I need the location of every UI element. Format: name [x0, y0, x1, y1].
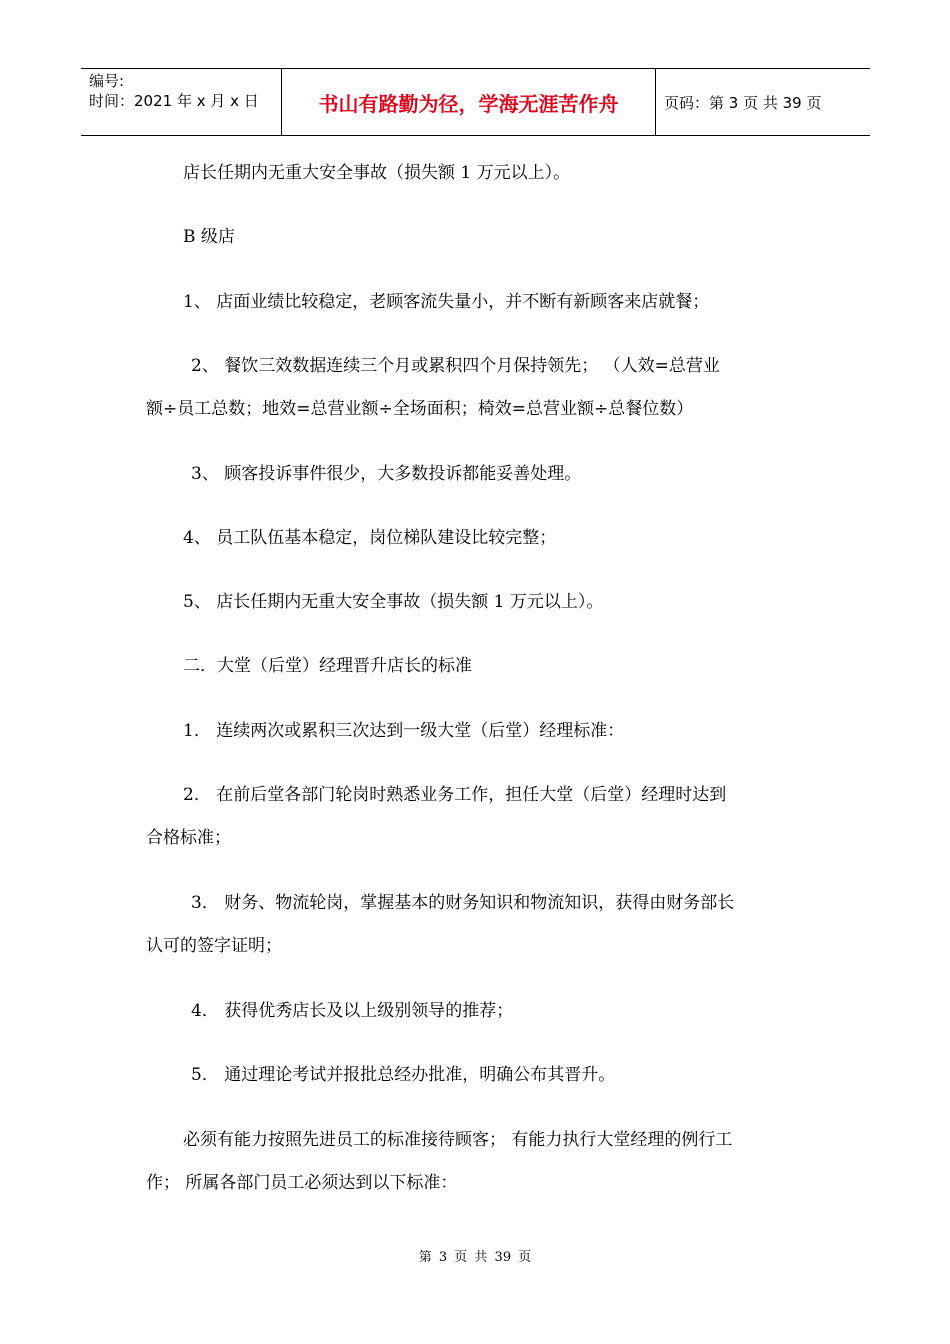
body-line: 作； 所属各部门员工必须达到以下标准：: [146, 1173, 458, 1193]
list-item: 5． 通过理论考试并报批总经办批准，明确公布其晋升。: [191, 1065, 616, 1085]
header-page-info: 页码：第 3 页 共 39 页: [664, 93, 822, 112]
document-date: 时间：2021 年 x 月 x 日: [89, 92, 259, 110]
list-item: 3、 顾客投诉事件很少，大多数投诉都能妥善处理。: [191, 464, 582, 484]
section-heading-b-level: B 级店: [183, 227, 235, 247]
body-line: 必须有能力按照先进员工的标准接待顾客； 有能力执行大堂经理的例行工: [183, 1130, 733, 1150]
list-item: 5、 店长任期内无重大安全事故（损失额 1 万元以上）。: [183, 592, 604, 612]
list-item-continuation: 额÷员工总数；地效=总营业额÷全场面积；椅效=总营业额÷总餐位数）: [146, 399, 694, 419]
list-item: 3． 财务、物流轮岗，掌握基本的财务知识和物流知识，获得由财务部长: [191, 893, 735, 913]
list-item: 4、 员工队伍基本稳定，岗位梯队建设比较完整；: [183, 528, 557, 548]
page-header: [81, 68, 870, 136]
list-item-continuation: 合格标准；: [146, 828, 231, 848]
header-motto: 书山有路勤为径，学海无涯苦作舟: [318, 91, 619, 116]
list-item: 4． 获得优秀店长及以上级别领导的推荐；: [191, 1001, 514, 1021]
section-heading-promotion: 二．大堂（后堂）经理晋升店长的标准: [183, 656, 472, 676]
list-item: 1、 店面业绩比较稳定，老顾客流失量小，并不断有新顾客来店就餐；: [183, 292, 710, 312]
header-meta: [89, 71, 259, 111]
list-item: 2． 在前后堂各部门轮岗时熟悉业务工作，担任大堂（后堂）经理时达到: [183, 785, 727, 805]
list-item: 2、 餐饮三效数据连续三个月或累积四个月保持领先； （人效=总营业: [191, 356, 720, 376]
list-item-continuation: 认可的签字证明；: [146, 936, 282, 956]
document-number-label: 编号:: [89, 72, 125, 90]
header-divider: [655, 69, 656, 135]
page-footer: 第 3 页 共 39 页: [418, 1250, 532, 1265]
list-item: 1． 连续两次或累积三次达到一级大堂（后堂）经理标准：: [183, 721, 625, 741]
body-line: 店长任期内无重大安全事故（损失额 1 万元以上）。: [183, 163, 571, 183]
